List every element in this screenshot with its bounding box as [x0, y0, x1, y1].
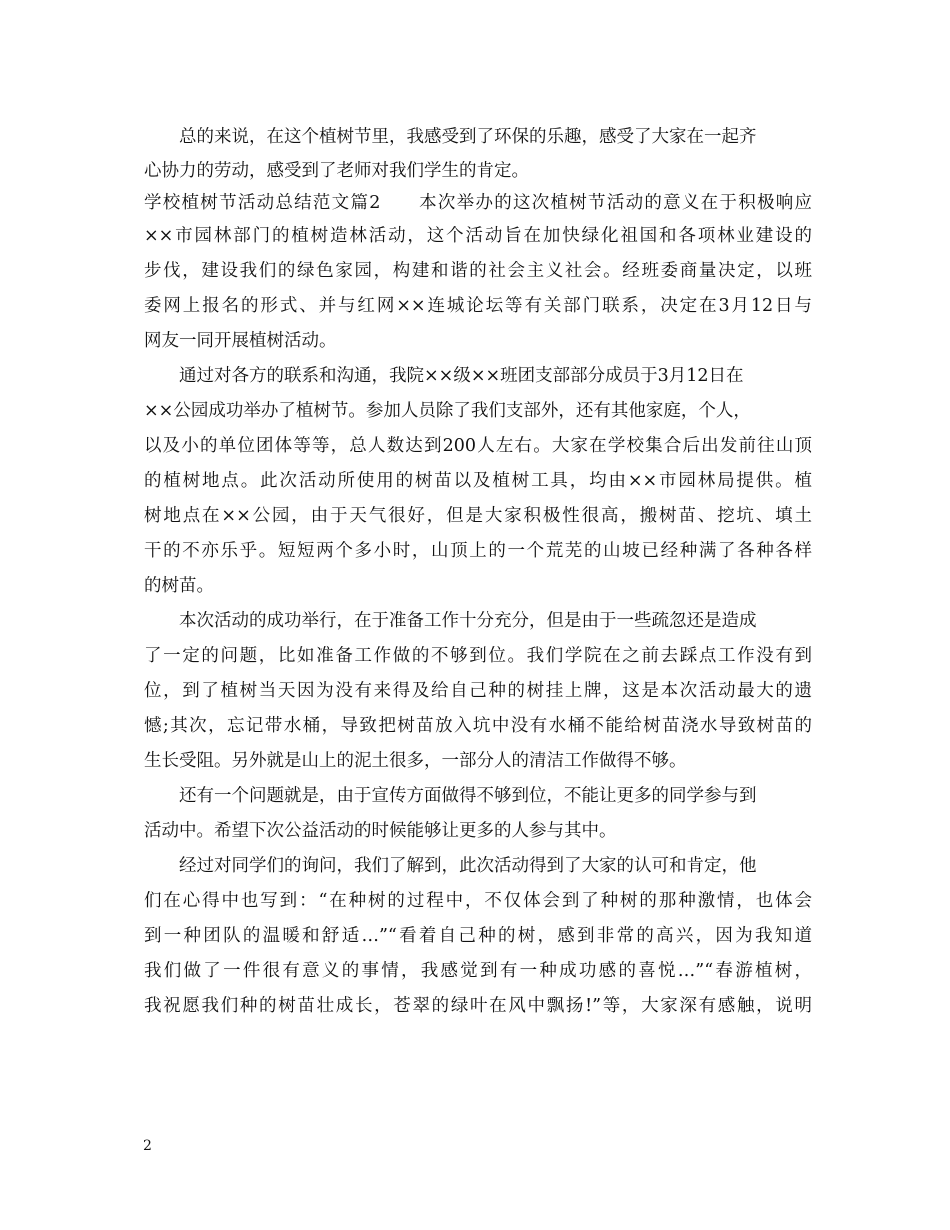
text-line: 到一种团队的温暖和舒适…”“看着自己种的树，感到非常的高兴，因为我知道 — [144, 926, 812, 946]
text-line: ××公园成功举办了植树节。参加人员除了我们支部外，还有其他家庭，个人， — [144, 401, 751, 421]
document-body — [144, 120, 812, 1024]
section-heading-line: 学校植树节活动总结范文篇2 本次举办的这次植树节活动的意义在于积极响应 — [144, 193, 812, 213]
text-line: 心协力的劳动，感受到了老师对我们学生的肯定。 — [144, 161, 529, 181]
text-line: 们在心得中也写到：“在种树的过程中，不仅体会到了种树的那种激情，也体会 — [144, 891, 812, 911]
text-line: 的植树地点。此次活动所使用的树苗以及植树工具，均由××市园林局提供。植 — [144, 471, 812, 491]
text-line: ××市园林部门的植树造林活动，这个活动旨在加快绿化祖国和各项林业建设的 — [144, 226, 812, 246]
text-line: 的树苗。 — [144, 576, 214, 596]
text-line: 还有一个问题就是，由于宣传方面做得不够到位，不能让更多的同学参与到 — [179, 786, 757, 806]
text-line: 了一定的问题，比如准备工作做的不够到位。我们学院在之前去踩点工作没有到 — [144, 646, 812, 666]
text-line: 网友一同开展植树活动。 — [144, 331, 337, 351]
text-line: 位，到了植树当天因为没有来得及给自己种的树挂上牌，这是本次活动最大的遗 — [144, 681, 812, 701]
text-line: 总的来说，在这个植树节里，我感受到了环保的乐趣，感受了大家在一起齐 — [179, 127, 757, 147]
text-line: 我们做了一件很有意义的事情，我感觉到有一种成功感的喜悦…”“春游植树， — [144, 961, 812, 981]
text-line: 憾;其次，忘记带水桶，导致把树苗放入坑中没有水桶不能给树苗浇水导致树苗的 — [144, 716, 812, 736]
text-line: 树地点在××公园，由于天气很好，但是大家积极性很高，搬树苗、挖坑、填土 — [144, 506, 812, 526]
text-line: 干的不亦乐乎。短短两个多小时，山顶上的一个荒芜的山坡已经种满了各种各样 — [144, 541, 812, 561]
text-line: 我祝愿我们种的树苗壮成长，苍翠的绿叶在风中飘扬!”等，大家深有感触，说明 — [144, 996, 812, 1016]
text-line: 通过对各方的联系和沟通，我院××级××班团支部部分成员于3月12日在 — [179, 366, 744, 386]
page-number: 2 — [143, 1138, 152, 1154]
text-line: 经过对同学们的询问，我们了解到，此次活动得到了大家的认可和肯定，他 — [179, 856, 757, 876]
text-line: 本次活动的成功举行，在于准备工作十分充分，但是由于一些疏忽还是造成 — [179, 611, 757, 631]
text-line: 步伐，建设我们的绿色家园，构建和谐的社会主义社会。经班委商量决定，以班 — [144, 261, 812, 281]
text-line: 委网上报名的形式、并与红网××连城论坛等有关部门联系，决定在3月12日与 — [144, 296, 812, 316]
text-line: 活动中。希望下次公益活动的时候能够让更多的人参与其中。 — [144, 821, 617, 841]
text-line: 生长受阻。另外就是山上的泥土很多，一部分人的清洁工作做得不够。 — [144, 751, 687, 771]
text-line: 以及小的单位团体等等，总人数达到200人左右。大家在学校集合后出发前往山顶 — [144, 436, 812, 456]
